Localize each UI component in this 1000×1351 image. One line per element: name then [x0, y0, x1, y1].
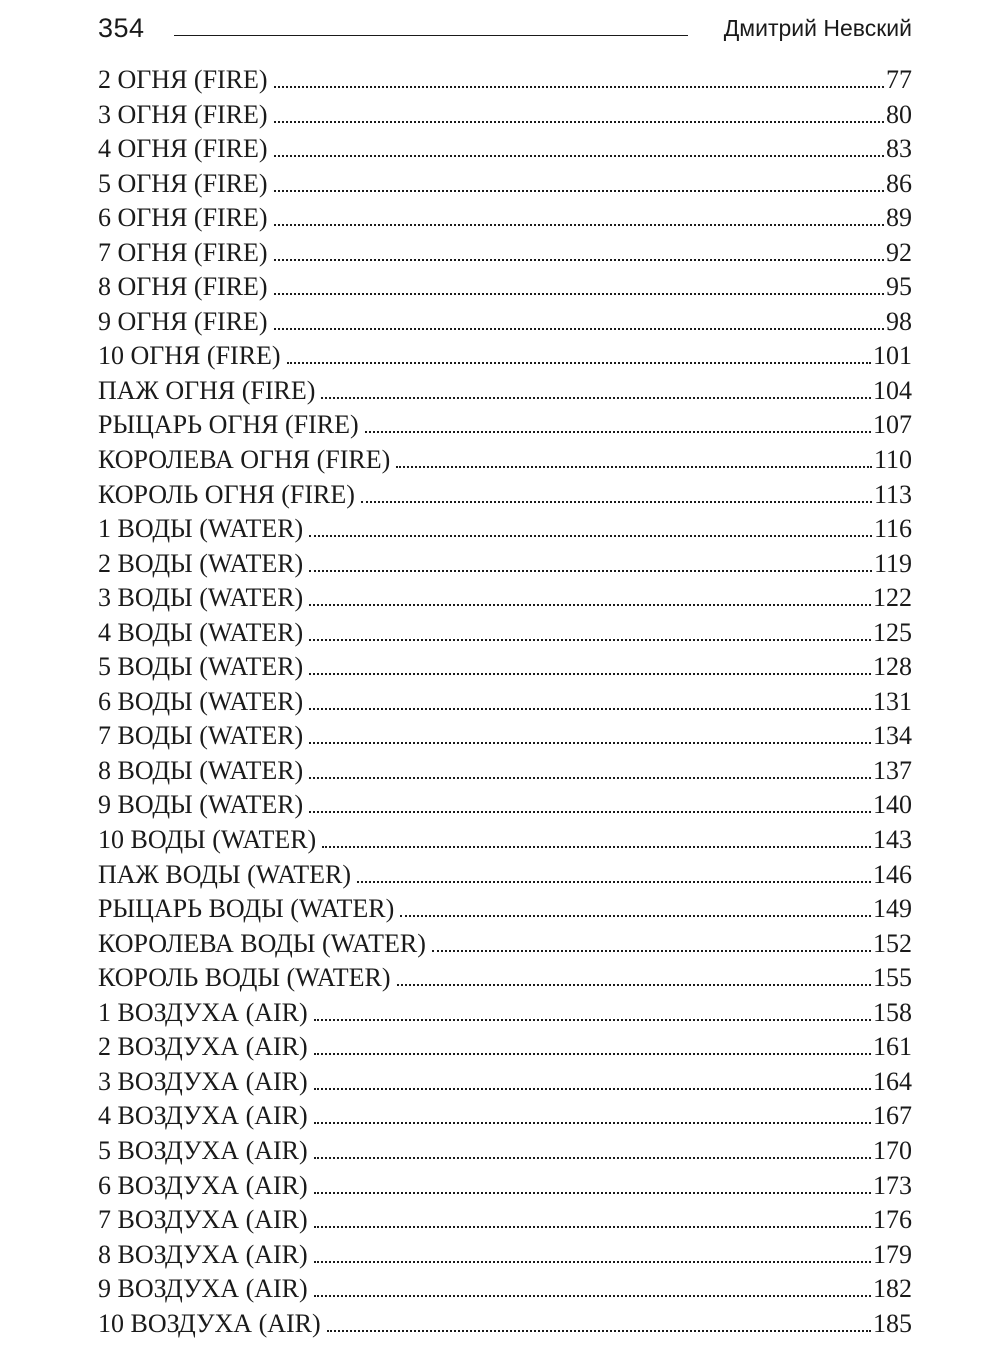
toc-entry[interactable] — [98, 996, 912, 1031]
toc-entry-title: 2 ОГНЯ (FIRE) — [98, 65, 268, 94]
toc-dot-leader — [274, 293, 884, 295]
toc-entry[interactable] — [98, 788, 912, 823]
toc-entry-title: 5 ОГНЯ (FIRE) — [98, 168, 268, 198]
toc-entry-title: 8 ВОДЫ (WATER) — [98, 755, 304, 785]
toc-entry-title: ПАЖ ОГНЯ (FIRE) — [98, 375, 316, 405]
toc-entry-page-number: 149 — [873, 894, 912, 924]
toc-entry-title: 10 ОГНЯ (FIRE) — [98, 341, 281, 371]
toc-entry-page-number: 161 — [873, 1032, 912, 1062]
toc-entry-page-number: 80 — [886, 99, 912, 129]
toc-dot-leader — [314, 1122, 871, 1124]
toc-entry[interactable] — [98, 547, 912, 582]
toc-dot-leader — [309, 604, 871, 606]
running-head-author: Дмитрий Невский — [723, 14, 912, 41]
toc-dot-leader — [274, 259, 884, 261]
toc-entry-page-number: 128 — [873, 652, 912, 682]
toc-dot-leader — [274, 328, 884, 330]
toc-entry[interactable] — [98, 858, 912, 893]
toc-entry-page-number: 137 — [873, 755, 912, 785]
toc-entry-title: 10 ВОДЫ (WATER) — [98, 825, 317, 855]
toc-entry-page-number: 122 — [873, 583, 912, 613]
toc-entry-title: 10 ВОЗДУХА (AIR) — [98, 1308, 321, 1338]
toc-entry-title: 6 ОГНЯ (FIRE) — [98, 203, 268, 233]
toc-dot-leader — [397, 984, 872, 986]
toc-dot-leader — [314, 1088, 871, 1090]
toc-dot-leader — [309, 811, 871, 813]
toc-entry[interactable] — [98, 339, 912, 374]
toc-entry-page-number: 140 — [873, 790, 912, 820]
toc-entry-title: КОРОЛЬ ВОДЫ (WATER) — [98, 963, 391, 993]
toc-dot-leader — [396, 466, 872, 468]
toc-entry[interactable] — [98, 650, 912, 685]
toc-entry[interactable] — [98, 1238, 912, 1273]
toc-dot-leader — [309, 777, 871, 779]
toc-entry-page-number: 104 — [873, 375, 912, 405]
page-number: 354 — [98, 12, 145, 43]
toc-entry-page-number: 89 — [886, 203, 912, 233]
toc-entry[interactable] — [98, 98, 912, 133]
toc-entry[interactable] — [98, 236, 912, 271]
toc-entry-page-number: 185 — [873, 1308, 912, 1338]
toc-dot-leader — [400, 915, 871, 917]
toc-entry-title: 2 ВОДЫ (WATER) — [98, 548, 304, 578]
toc-entry-title: 3 ОГНЯ (FIRE) — [98, 99, 268, 129]
toc-entry-title: КОРОЛЕВА ВОДЫ (WATER) — [98, 928, 426, 958]
toc-entry-page-number: 176 — [873, 1205, 912, 1235]
toc-entry-page-number: 179 — [873, 1239, 912, 1269]
toc-entry[interactable] — [98, 685, 912, 720]
toc-dot-leader — [309, 673, 871, 675]
toc-entry[interactable] — [98, 270, 912, 305]
toc-entry-page-number: 158 — [873, 997, 912, 1027]
toc-entry[interactable] — [98, 374, 912, 409]
toc-entry[interactable] — [98, 478, 912, 513]
toc-entry[interactable] — [98, 581, 912, 616]
toc-entry-page-number: 116 — [873, 514, 912, 544]
toc-entry-page-number: 92 — [886, 237, 912, 267]
toc-entry[interactable] — [98, 1099, 912, 1134]
toc-entry-page-number: 119 — [873, 548, 912, 578]
toc-entry-title: 5 ВОЗДУХА (AIR) — [98, 1135, 308, 1165]
toc-entry-title: 9 ВОЗДУХА (AIR) — [98, 1274, 308, 1304]
toc-dot-leader — [274, 155, 884, 157]
toc-entry[interactable] — [98, 961, 912, 996]
toc-dot-leader — [314, 1053, 871, 1055]
toc-entry-title: 3 ВОЗДУХА (AIR) — [98, 1066, 308, 1096]
toc-dot-leader — [287, 362, 871, 364]
toc-entry-title: 1 ВОЗДУХА (AIR) — [98, 997, 308, 1027]
toc-entry-page-number: 98 — [886, 306, 912, 336]
toc-dot-leader — [314, 1192, 871, 1194]
toc-entry-title: РЫЦАРЬ ВОДЫ (WATER) — [98, 894, 395, 924]
toc-entry-page-number: 155 — [873, 963, 912, 993]
toc-entry-page-number: 107 — [873, 410, 912, 440]
toc-dot-leader — [321, 397, 871, 399]
toc-entry[interactable] — [98, 1065, 912, 1100]
toc-entry-title: 9 ВОДЫ (WATER) — [98, 790, 304, 820]
toc-entry-title: ПАЖ ВОДЫ (WATER) — [98, 859, 352, 889]
toc-dot-leader — [432, 950, 871, 952]
toc-dot-leader — [314, 1226, 871, 1228]
toc-dot-leader — [357, 881, 871, 883]
toc-entry[interactable] — [98, 1307, 912, 1342]
toc-entry[interactable] — [98, 512, 912, 547]
toc-entry[interactable] — [98, 1203, 912, 1238]
toc-dot-leader — [314, 1295, 871, 1297]
toc-dot-leader — [314, 1261, 871, 1263]
toc-entry[interactable] — [98, 132, 912, 167]
toc-dot-leader — [327, 1330, 871, 1332]
toc-entry-page-number: 83 — [886, 134, 912, 164]
toc-entry-page-number: 143 — [873, 825, 912, 855]
toc-entry-page-number: 134 — [873, 721, 912, 751]
table-of-contents — [98, 63, 912, 1341]
toc-entry-page-number: 182 — [873, 1274, 912, 1304]
toc-entry-title: 4 ОГНЯ (FIRE) — [98, 134, 268, 164]
toc-dot-leader — [309, 742, 871, 744]
toc-entry-title: 7 ВОДЫ (WATER) — [98, 721, 304, 751]
toc-entry-page-number: 173 — [873, 1170, 912, 1200]
toc-entry[interactable] — [98, 63, 912, 98]
toc-entry-title: 2 ВОЗДУХА (AIR) — [98, 1032, 308, 1062]
toc-dot-leader — [274, 190, 884, 192]
toc-dot-leader — [274, 121, 884, 123]
toc-entry[interactable] — [98, 1030, 912, 1065]
toc-entry-title: 8 ВОЗДУХА (AIR) — [98, 1239, 308, 1269]
toc-entry-title: 6 ВОЗДУХА (AIR) — [98, 1170, 308, 1200]
toc-entry-page-number: 146 — [873, 859, 912, 889]
toc-entry[interactable] — [98, 443, 912, 478]
toc-entry[interactable] — [98, 1134, 912, 1169]
toc-entry-page-number: 95 — [886, 272, 912, 302]
toc-entry-title: 9 ОГНЯ (FIRE) — [98, 306, 268, 336]
toc-entry-title: 4 ВОЗДУХА (AIR) — [98, 1101, 308, 1131]
toc-entry[interactable] — [98, 754, 912, 789]
toc-dot-leader — [361, 501, 872, 503]
toc-entry[interactable] — [98, 823, 912, 858]
toc-entry-page-number: 110 — [873, 445, 912, 475]
toc-entry-title: 3 ВОДЫ (WATER) — [98, 583, 304, 613]
toc-entry[interactable] — [98, 305, 912, 340]
toc-entry[interactable] — [98, 616, 912, 651]
toc-dot-leader — [274, 224, 884, 226]
toc-dot-leader — [322, 846, 871, 848]
toc-entry[interactable] — [98, 201, 912, 236]
header-rule — [174, 35, 688, 36]
toc-entry[interactable] — [98, 892, 912, 927]
toc-entry-title: 4 ВОДЫ (WATER) — [98, 617, 304, 647]
toc-dot-leader — [274, 86, 884, 88]
toc-entry-page-number: 170 — [873, 1135, 912, 1165]
toc-entry[interactable] — [98, 1169, 912, 1204]
toc-dot-leader — [309, 535, 872, 537]
toc-dot-leader — [314, 1019, 871, 1021]
toc-entry-page-number: 77 — [886, 65, 912, 94]
toc-dot-leader — [314, 1157, 871, 1159]
toc-entry[interactable] — [98, 927, 912, 962]
toc-entry-title: КОРОЛЬ ОГНЯ (FIRE) — [98, 479, 355, 509]
toc-entry[interactable] — [98, 719, 912, 754]
toc-dot-leader — [365, 431, 871, 433]
toc-entry-page-number: 167 — [873, 1101, 912, 1131]
toc-entry[interactable] — [98, 408, 912, 443]
toc-entry-page-number: 125 — [873, 617, 912, 647]
toc-entry-page-number: 86 — [886, 168, 912, 198]
toc-dot-leader — [309, 639, 871, 641]
toc-entry-title: КОРОЛЕВА ОГНЯ (FIRE) — [98, 445, 391, 475]
toc-dot-leader — [309, 708, 871, 710]
toc-entry[interactable] — [98, 1272, 912, 1307]
toc-entry-title: 6 ВОДЫ (WATER) — [98, 686, 304, 716]
toc-entry-page-number: 101 — [873, 341, 912, 371]
toc-entry-title: 1 ВОДЫ (WATER) — [98, 514, 304, 544]
toc-entry-title: РЫЦАРЬ ОГНЯ (FIRE) — [98, 410, 359, 440]
toc-entry-title: 7 ОГНЯ (FIRE) — [98, 237, 268, 267]
toc-entry[interactable] — [98, 167, 912, 202]
page-header — [98, 10, 912, 46]
toc-entry-page-number: 164 — [873, 1066, 912, 1096]
toc-dot-leader — [309, 570, 872, 572]
toc-entry-page-number: 131 — [873, 686, 912, 716]
toc-entry-title: 7 ВОЗДУХА (AIR) — [98, 1205, 308, 1235]
toc-entry-page-number: 152 — [873, 928, 912, 958]
toc-entry-title: 5 ВОДЫ (WATER) — [98, 652, 304, 682]
toc-entry-page-number: 113 — [873, 479, 912, 509]
toc-entry-title: 8 ОГНЯ (FIRE) — [98, 272, 268, 302]
